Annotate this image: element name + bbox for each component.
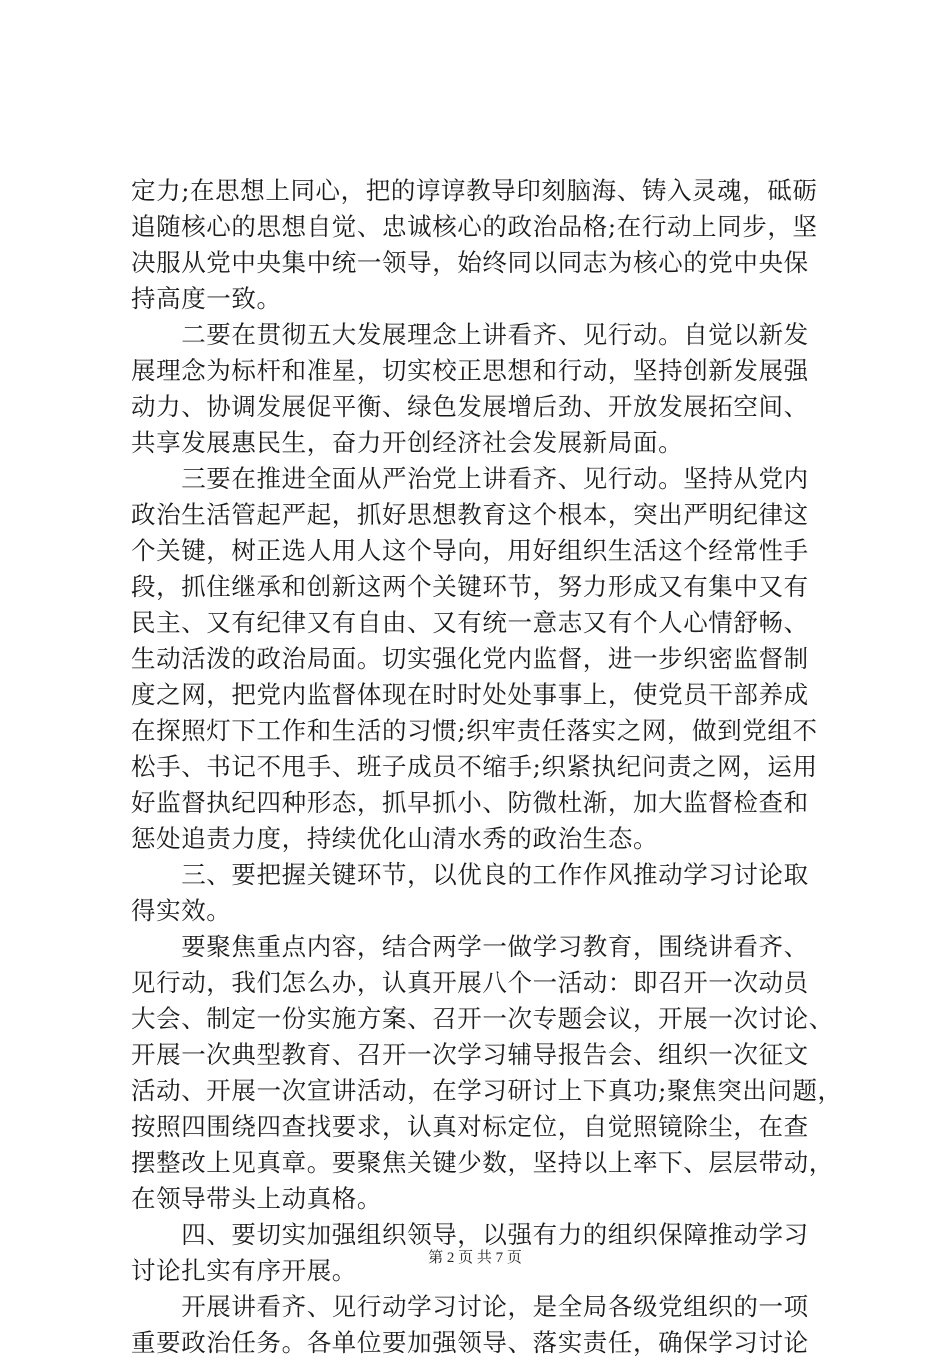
text-line: 三要在推进全面从严治党上讲看齐、见行动。坚持从党内 [131,464,809,493]
text-line: 三、要把握关键环节，以优良的工作作风推动学习讨论取 [131,860,809,889]
text-line: 重要政治任务。各单位要加强领导、落实责任，确保学习讨论 [131,1328,809,1357]
text-line: 得实效。 [131,896,232,925]
text-line: 度之网，把党内监督体现在时时处处事事上，使党员干部养成 [131,680,809,709]
text-line: 民主、又有纪律又有自由、又有统一意志又有个人心情舒畅、 [131,608,809,637]
text-line: 四、要切实加强组织领导，以强有力的组织保障推动学习 [131,1220,809,1249]
text-line: 在领导带头上动真格。 [131,1184,382,1213]
text-line: 持高度一致。 [131,284,282,313]
text-line: 大会、制定一份实施方案、召开一次专题会议，开展一次讨论、 [131,1004,834,1033]
text-line: 在探照灯下工作和生活的习惯;织牢责任落实之网，做到党组不 [131,716,818,745]
text-line: 要聚焦重点内容，结合两学一做学习教育，围绕讲看齐、 [131,932,809,961]
text-line: 好监督执纪四种形态，抓早抓小、防微杜渐，加大监督检查和 [131,788,809,817]
text-line: 段，抓住继承和创新这两个关键环节，努力形成又有集中又有 [131,572,809,601]
text-line: 定力;在思想上同心，把的谆谆教导印刻脑海、铸入灵魂，砥砺 [131,176,818,205]
text-line: 开展一次典型教育、召开一次学习辅导报告会、组织一次征文 [131,1040,809,1069]
text-line: 惩处追责力度，持续优化山清水秀的政治生态。 [131,824,659,853]
text-line: 共享发展惠民生，奋力开创经济社会发展新局面。 [131,428,684,457]
text-line: 活动、开展一次宣讲活动，在学习研讨上下真功;聚焦突出问题， [131,1076,843,1105]
text-line: 追随核心的思想自觉、忠诚核心的政治品格;在行动上同步，坚 [131,212,818,241]
text-line: 展理念为标杆和准星，切实校正思想和行动，坚持创新发展强 [131,356,809,385]
text-line: 摆整改上见真章。要聚焦关键少数，坚持以上率下、层层带动， [131,1148,834,1177]
text-line: 讨论扎实有序开展。 [131,1256,357,1285]
text-line: 生动活泼的政治局面。切实强化党内监督，进一步织密监督制 [131,644,809,673]
text-line: 决服从党中央集中统一领导，始终同以同志为核心的党中央保 [131,248,809,277]
text-line: 动力、协调发展促平衡、绿色发展增后劲、开放发展拓空间、 [131,392,809,421]
text-line: 松手、书记不甩手、班子成员不缩手;织紧执纪问责之网，运用 [131,752,818,781]
document-body [131,173,843,1361]
text-line: 开展讲看齐、见行动学习讨论，是全局各级党组织的一项 [131,1292,809,1321]
text-line: 按照四围绕四查找要求，认真对标定位，自觉照镜除尘，在查 [131,1112,809,1141]
text-line: 见行动，我们怎么办，认真开展八个一活动：即召开一次动员 [131,968,809,997]
text-line: 个关键，树正选人用人这个导向，用好组织生活这个经常性手 [131,536,809,565]
page-footer: 第 2 页 共 7 页 [428,1250,522,1266]
text-line: 二要在贯彻五大发展理念上讲看齐、见行动。自觉以新发 [131,320,809,349]
text-line: 政治生活管起严起，抓好思想教育这个根本，突出严明纪律这 [131,500,809,529]
